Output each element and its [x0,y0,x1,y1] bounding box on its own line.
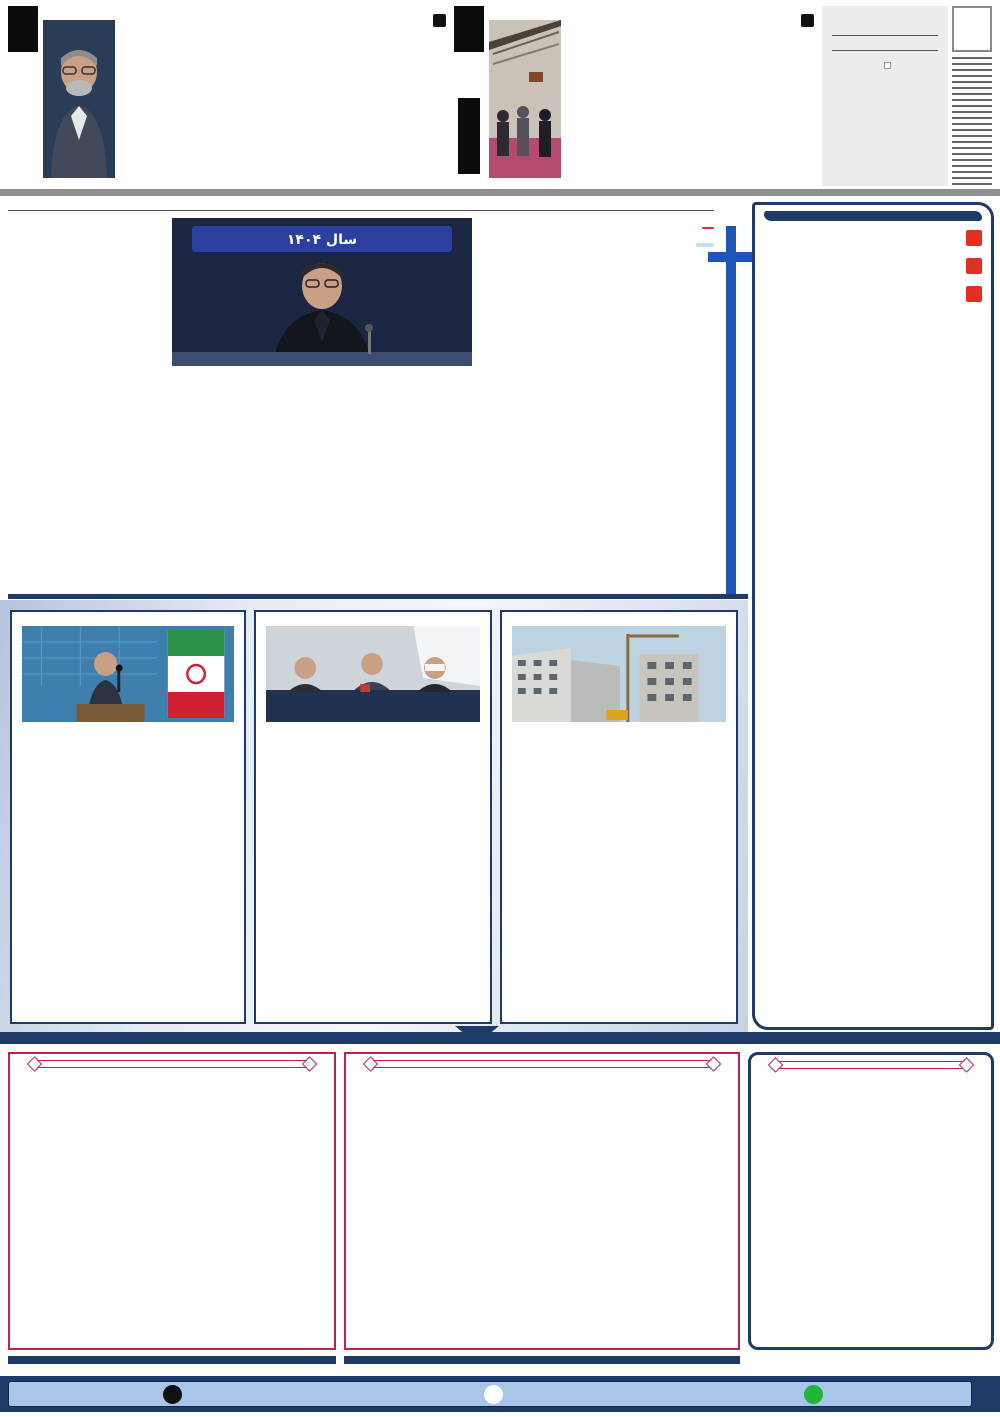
article-festival [454,6,814,186]
masthead-panel [822,6,948,186]
short-news-sidebar [752,202,994,1030]
contact-strip [8,1381,972,1407]
section-divider-band [0,1032,1000,1044]
box-mehr-housing-warning [500,610,738,1024]
sidebar-item-industrial-units [764,230,982,246]
sidebar-item-taleqan-library [764,258,982,274]
main-body-col2 [172,371,472,533]
blue-cross-horizontal-decoration [708,252,752,262]
arrow-logo-icon [801,14,814,27]
article-festival-body [566,14,814,32]
page-number [952,6,992,52]
ad-lost-deed [748,1052,994,1350]
red-arrow-logo-icon [966,286,982,302]
ad-bottom-bar [8,1356,336,1364]
main-article-bottom-rule [8,594,748,599]
header-separator [0,189,1000,196]
divider [832,35,938,36]
arrow-corner-icon [454,6,484,52]
main-source-pill [696,243,714,247]
festival-photo [489,20,561,186]
arrow-logo-icon [433,14,446,27]
article-elections [8,6,446,186]
whatsapp-contact[interactable] [798,1385,823,1404]
divider [832,50,938,51]
podium-speech-photo [22,626,234,722]
whatsapp-icon [804,1385,823,1404]
headline-rule [8,210,714,211]
email-icon [484,1385,503,1404]
section-name [828,54,942,69]
ad-article3-13 [344,1052,740,1350]
box-nazarabad-elections [10,610,246,1024]
ad-bottom-bar [344,1356,740,1364]
main-column-middle [172,218,472,533]
sidebar-header [764,211,982,221]
article-elections-text [120,6,446,186]
social-tag [702,227,714,229]
article-festival-text [566,6,814,186]
main-body-col3 [8,218,162,533]
official-portrait-image [43,20,115,178]
box-phase7-library [254,610,492,1024]
ad-article3-12 [8,1052,336,1350]
article-elections-tab [8,6,38,186]
article-elections-body [120,14,446,32]
sidebar-item-sidewalk-asphalt [764,286,982,302]
barcode-stripes-decoration [952,57,992,186]
chevron-decoration [455,1026,499,1044]
main-article [8,202,748,594]
red-arrow-logo-icon [966,258,982,274]
svg-text:سال ۱۴۰۴: سال ۱۴۰۴ [286,232,358,248]
contact-footer [0,1376,1000,1412]
email-contact[interactable] [478,1385,503,1404]
arrow-corner-icon [8,6,38,52]
newspaper-logo [827,14,944,32]
red-arrow-logo-icon [966,230,982,246]
main-lead [482,218,714,235]
main-column-1 [482,218,714,533]
ad-lost-deed-header [776,1061,966,1069]
issue-number [828,43,942,47]
page-header [8,6,992,186]
masthead [822,6,992,186]
governor-meeting-photo [172,218,472,366]
governor-photo-image [172,218,472,366]
phone-contact[interactable] [157,1385,182,1404]
festival-photo-image [489,20,561,178]
official-portrait-photo [43,20,115,186]
blue-cross-vertical-decoration [726,226,736,594]
masthead-right [952,6,992,186]
phone-icon [163,1385,182,1404]
construction-site-photo [512,626,726,722]
article-festival-tab [454,6,484,186]
main-article-columns [8,218,714,533]
meeting-photo [266,626,480,722]
section-tag-politics [12,98,34,174]
square-icon [884,62,891,69]
section-tag-culture [458,98,480,174]
